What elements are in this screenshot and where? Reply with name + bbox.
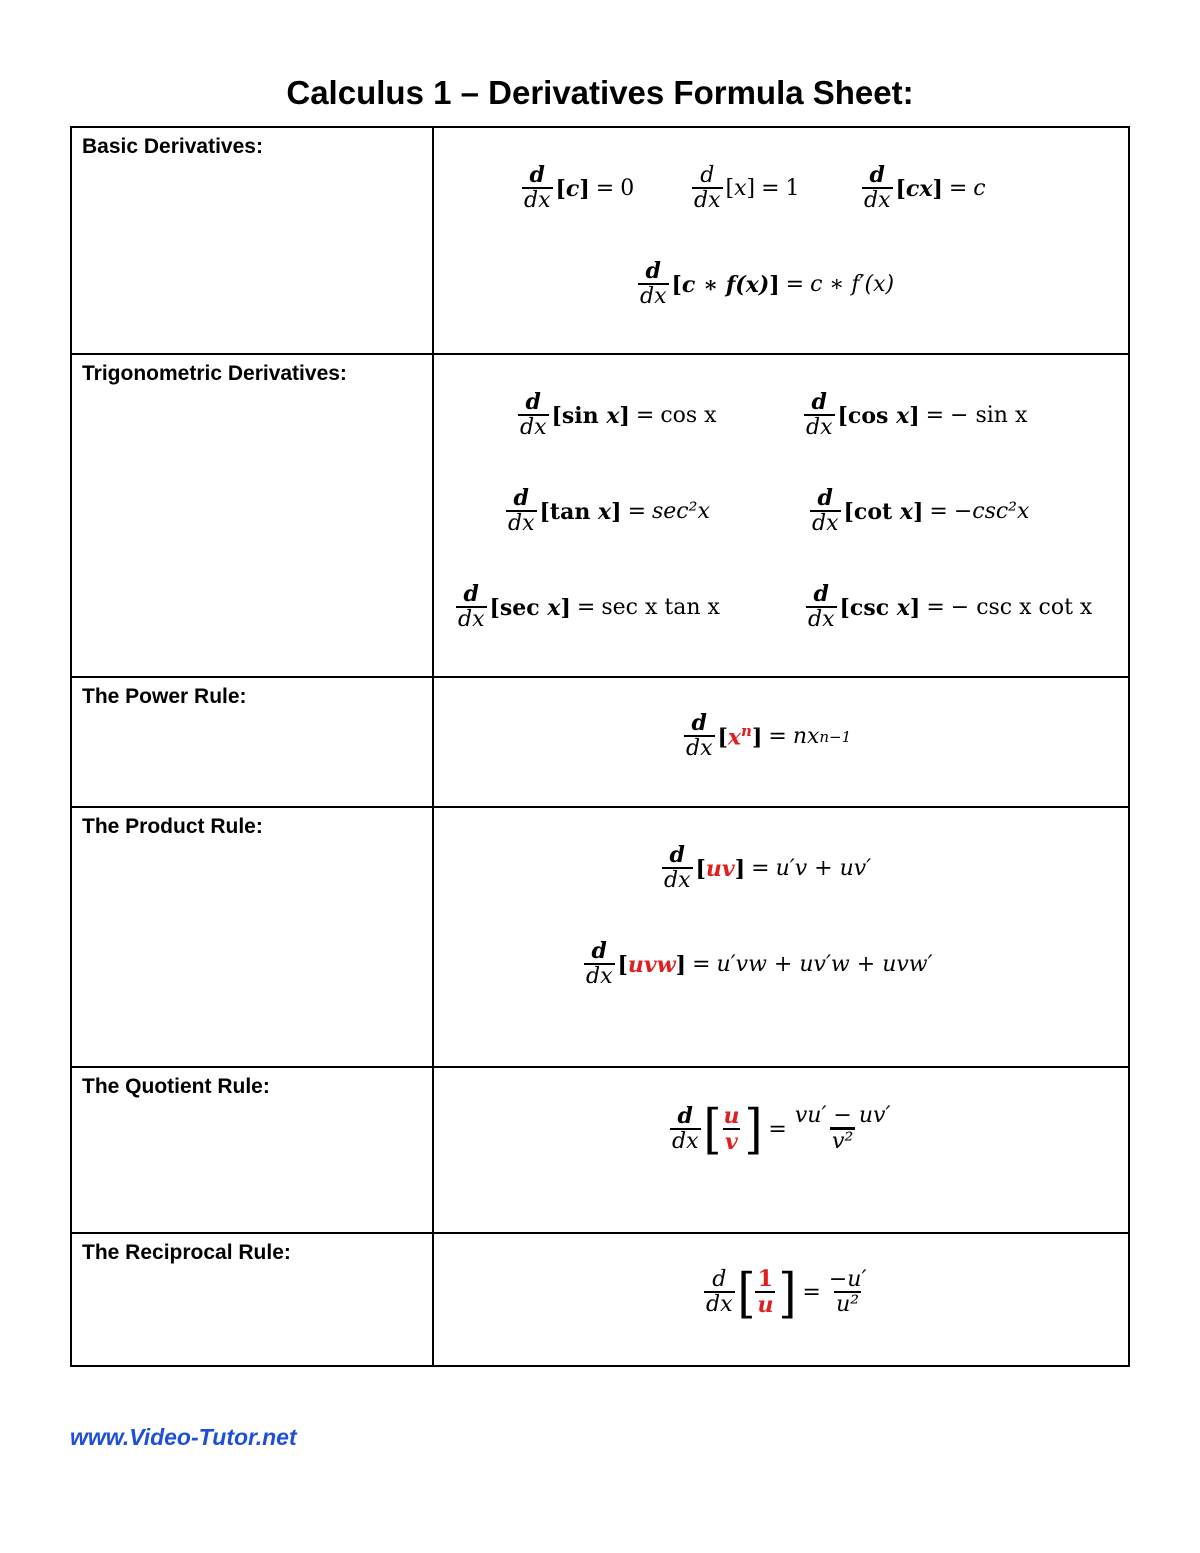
row-label: Trigonometric Derivatives:: [82, 362, 347, 385]
formula-quotient-rule: $\frac{d}{dx}$ [ $\frac{u}{v}$ ] = $\frac{vu' - uv'}{\text{v²}}$: [672, 1098, 891, 1161]
formula-cot: $\frac{d}{dx}$ [cot x] = −csc²x: [812, 485, 1030, 537]
formula-table: [70, 126, 1130, 1367]
formula-cell-trig: [433, 354, 1129, 677]
formula-cell-quotient: [433, 1067, 1129, 1233]
page-title: Calculus 1 – Derivatives Formula Sheet:: [286, 74, 914, 111]
formula-cell-product: [433, 807, 1129, 1067]
row-label: The Product Rule:: [82, 815, 263, 838]
formula-cell-basic: [433, 127, 1129, 354]
formula-derivative-constant: $\frac{d}{dx}$ [c] = 0: [524, 162, 635, 214]
row-label: Basic Derivatives:: [82, 135, 263, 158]
formula-cell-reciprocal: [433, 1233, 1129, 1366]
formula-derivative-x: $\frac{d}{dx}$ [x] = 1: [694, 163, 800, 214]
row-label: The Reciprocal Rule:: [82, 1241, 291, 1264]
formula-derivative-cx: $\frac{d}{dx}$ [cx] = c: [864, 162, 986, 214]
row-quotient: [71, 1067, 1129, 1233]
formula-cos: $\frac{d}{dx}$ [cos x] = − sin x: [806, 389, 1028, 441]
formula-product-three: $\frac{d}{dx}$ [uvw] = u′vw + uv′w + uvw′: [586, 938, 933, 990]
formula-reciprocal-rule: $\frac{d}{dx}$ [ $\frac{1}{u}$ ] = $\frac{-u'}{\text{u²}}$: [706, 1261, 867, 1324]
formula-product-two: $\frac{d}{dx}$ [uv] = u′v + uv′: [664, 842, 872, 894]
formula-sec: $\frac{d}{dx}$ [sec x] = sec x tan x: [458, 581, 720, 633]
row-label: The Power Rule:: [82, 685, 247, 708]
formula-power-rule: $\frac{d}{dx}$ $[x^n]$ = nx n−1: [686, 710, 852, 762]
row-label: The Quotient Rule:: [82, 1075, 270, 1098]
row-trig: [71, 354, 1129, 677]
row-power: [71, 677, 1129, 807]
formula-constant-multiple: $\frac{d}{dx}$ [c ∗ f(x)] = c ∗ f′(x): [640, 258, 895, 310]
formula-sin: $\frac{d}{dx}$ [sin x] = cos x: [520, 389, 717, 441]
row-product: [71, 807, 1129, 1067]
footer-website-link[interactable]: www.Video-Tutor.net: [70, 1424, 297, 1450]
formula-cell-power: [433, 677, 1129, 807]
formula-tan: $\frac{d}{dx}$ [tan x] = sec²x: [508, 485, 710, 537]
row-basic: [71, 127, 1129, 354]
row-reciprocal: [71, 1233, 1129, 1366]
formula-csc: $\frac{d}{dx}$ [csc x] = − csc x cot x: [808, 581, 1093, 633]
